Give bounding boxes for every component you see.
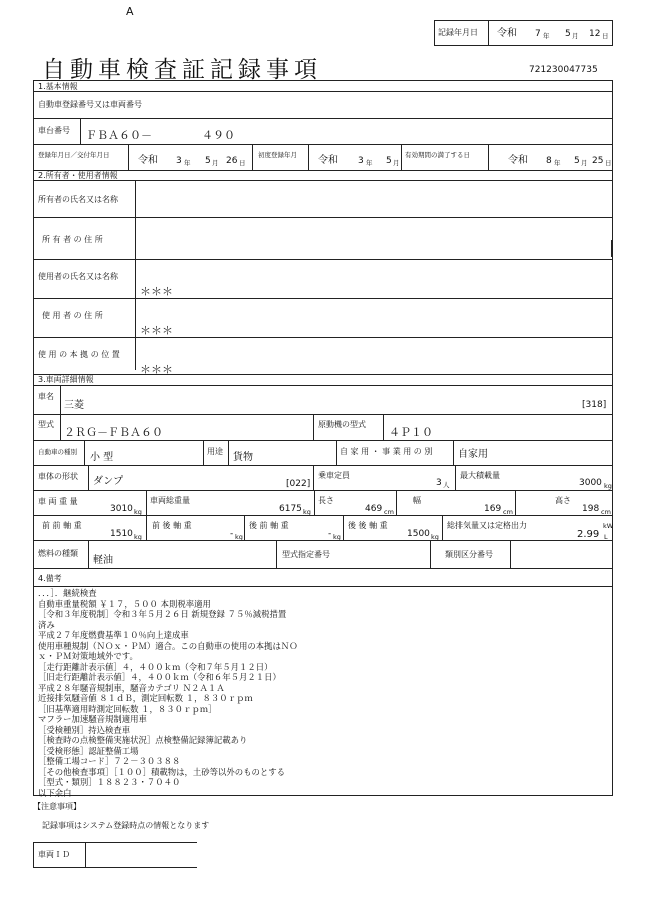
maker-code: [318] bbox=[582, 400, 607, 410]
registration-date-day: 26 bbox=[226, 156, 238, 166]
header-mark: A bbox=[126, 5, 134, 18]
chassis-number-label: 車台番号 bbox=[38, 126, 70, 135]
remark-line: ［その他検査事項］［１００］積載物は，土砂等以外のものとする bbox=[38, 766, 286, 777]
record-date-era: 令和 bbox=[497, 28, 517, 39]
displacement-value: 2.99 bbox=[577, 529, 600, 540]
engine-value: ４Ｐ１０ bbox=[389, 426, 433, 439]
document-title: 自動車検査証記録事項 bbox=[42, 57, 322, 83]
front-front-axle-label: 前 前 軸 重 bbox=[42, 521, 82, 530]
rear-front-axle-label: 後 前 軸 重 bbox=[249, 521, 289, 530]
section-basic-heading: 1.基本情報 bbox=[38, 82, 78, 91]
unit-month: 月 bbox=[393, 159, 400, 167]
unit-kg: kg bbox=[431, 533, 439, 541]
front-rear-axle-value: - bbox=[230, 529, 234, 539]
record-date-label: 記録年月日 bbox=[438, 28, 478, 37]
expiry-date-day: 25 bbox=[592, 156, 604, 166]
remark-line: 自動車重量税額 ￥１７，５００ 本則税率適用 bbox=[38, 598, 211, 609]
notes-text: 記録事項はシステム登録時点の情報となります bbox=[42, 821, 210, 830]
document-number: 721230047735 bbox=[529, 65, 598, 75]
unit-month: 月 bbox=[212, 159, 219, 167]
remark-line: マフラー加速騒音規制適用車 bbox=[38, 714, 147, 724]
unit-day: 日 bbox=[602, 32, 609, 40]
unit-cm: cm bbox=[384, 508, 394, 516]
user-address-value: ＊＊＊ bbox=[140, 324, 173, 337]
remark-line: ［検査時の点検整備実施状況］点検整備記録簿記載あり bbox=[38, 735, 248, 745]
remark-line: 使用車種規制（ＮＯｘ・ＰＭ）適合。この自動車の使用の本拠はＮＯ bbox=[38, 640, 298, 651]
record-date-month: 5 bbox=[565, 29, 571, 39]
capacity-label: 乗車定員 bbox=[318, 471, 350, 480]
remark-line: ［整備工場コード］７２－３０３８８ bbox=[38, 756, 181, 766]
unit-year: 年 bbox=[184, 159, 191, 167]
remark-line: ［型式・類別］１８８２３・７０４０ bbox=[38, 777, 181, 787]
unit-kg: kg bbox=[235, 533, 243, 541]
record-date-year: 7 bbox=[535, 29, 541, 39]
remark-line: 近接排気騒音値 ８１ｄＢ，測定回転数 １，８３０ｒｐｍ bbox=[38, 693, 253, 703]
gross-weight-value: 6175 bbox=[279, 504, 302, 514]
unit-kw: kW bbox=[603, 522, 614, 530]
length-value: 469 bbox=[365, 504, 383, 514]
remark-line: 済み bbox=[38, 619, 55, 630]
owner-name-label: 所有者の氏名又は名称 bbox=[38, 195, 118, 204]
remarks-list bbox=[38, 588, 298, 798]
maker-value: 三菱 bbox=[64, 400, 84, 411]
registration-date-year: 3 bbox=[176, 156, 182, 166]
remark-line: ［受検形態］認証整備工場 bbox=[38, 745, 139, 756]
vehicle-id-label: 車両ＩＤ bbox=[38, 850, 70, 859]
rear-front-axle-value: - bbox=[328, 529, 332, 539]
front-front-axle-value: 1510 bbox=[110, 529, 133, 539]
width-label: 幅 bbox=[413, 496, 421, 505]
base-location-value: ＊＊＊ bbox=[140, 363, 173, 376]
unit-month: 月 bbox=[572, 32, 579, 40]
maker-label: 車名 bbox=[38, 392, 54, 401]
first-registration-year: 3 bbox=[358, 156, 364, 166]
max-load-label: 最大積載量 bbox=[460, 471, 500, 480]
remark-line: ［受検種別］持込検査車 bbox=[38, 724, 131, 735]
fuel-label: 燃料の種類 bbox=[38, 549, 78, 558]
unit-day: 日 bbox=[239, 159, 246, 167]
unit-year: 年 bbox=[366, 159, 373, 167]
base-location-label: 使 用 の 本 拠 の 位 置 bbox=[38, 350, 120, 359]
width-value: 169 bbox=[484, 504, 502, 514]
first-registration-era: 令和 bbox=[318, 155, 338, 166]
body-shape-label: 車体の形状 bbox=[38, 472, 78, 481]
unit-year: 年 bbox=[554, 159, 561, 167]
remark-line: 平成２８年騒音規制車，騒音カテゴリ Ｎ２Ａ１Ａ bbox=[38, 682, 225, 693]
height-label: 高さ bbox=[555, 496, 571, 505]
section-vehicle-heading: 3.車両詳細情報 bbox=[38, 375, 94, 384]
weight-value: 3010 bbox=[110, 504, 133, 514]
first-registration-month: 5 bbox=[386, 156, 392, 166]
record-date-day: 12 bbox=[589, 29, 601, 39]
fuel-value: 軽油 bbox=[93, 555, 113, 566]
body-shape-code: [022] bbox=[286, 479, 311, 489]
user-name-value: ＊＊＊ bbox=[140, 285, 173, 298]
remark-line: ［令和３年度税制］令和３年５月２６日 新規登録 ７５％減税措置 bbox=[38, 609, 287, 619]
owner-address-label: 所 有 者 の 住 所 bbox=[42, 235, 103, 244]
unit-cm: cm bbox=[601, 508, 611, 516]
model-value: ２ＲＧ－ＦＢＡ６０ bbox=[64, 426, 163, 439]
remark-line: ［旧基準適用時測定回転数 １，８３０ｒｐｍ］ bbox=[38, 703, 217, 714]
registration-date-era: 令和 bbox=[138, 155, 158, 166]
registration-date-label: 登録年月日／交付年月日 bbox=[38, 151, 110, 159]
weight-label: 車 両 重 量 bbox=[38, 497, 78, 506]
expiry-date-year: 8 bbox=[546, 156, 552, 166]
model-label: 型式 bbox=[38, 420, 54, 429]
unit-kg: kg bbox=[134, 508, 142, 516]
unit-day: 日 bbox=[605, 159, 612, 167]
unit-kg: kg bbox=[303, 508, 311, 516]
expiry-date-label: 有効期間の満了する日 bbox=[405, 151, 470, 159]
front-rear-axle-label: 前 後 軸 重 bbox=[152, 521, 192, 530]
rear-rear-axle-value: 1500 bbox=[407, 529, 430, 539]
remark-line: ．．．］．継続検査 bbox=[38, 588, 97, 598]
body-shape-value: ダンプ bbox=[93, 476, 124, 487]
category-label: 類別区分番号 bbox=[445, 550, 493, 559]
private-business-label: 自 家 用 ・ 事 業 用 の 別 bbox=[340, 447, 433, 456]
rear-rear-axle-label: 後 後 軸 重 bbox=[348, 521, 388, 530]
remark-line: 平成２７年度燃費基準１０％向上達成車 bbox=[38, 630, 189, 640]
unit-kg: kg bbox=[134, 533, 142, 541]
remark-line: ［旧走行距離計表示値］４，４００ｋｍ（令和６年５月２１日） bbox=[38, 672, 281, 682]
first-registration-label: 初度登録年月 bbox=[258, 151, 297, 159]
remark-line: ｘ・ＰＭ対策地域外です。 bbox=[38, 651, 138, 661]
expiry-date-month: 5 bbox=[574, 156, 580, 166]
vehicle-use-label: 用途 bbox=[207, 447, 223, 456]
vehicle-use-value: 貨物 bbox=[233, 452, 253, 463]
length-label: 長さ bbox=[318, 496, 334, 505]
user-name-label: 使用者の氏名又は名称 bbox=[38, 272, 118, 281]
height-value: 198 bbox=[582, 504, 600, 514]
vehicle-kind-label: 自動車の種別 bbox=[38, 448, 77, 456]
user-address-label: 使 用 者 の 住 所 bbox=[42, 311, 103, 320]
remark-line: ［走行距離計表示値］４，４００ｋｍ（令和７年５月１２日） bbox=[38, 661, 273, 672]
registration-number-label: 自動車登録番号又は車両番号 bbox=[38, 100, 142, 109]
unit-liter: L bbox=[604, 533, 608, 541]
unit-cm: cm bbox=[503, 508, 513, 516]
engine-label: 原動機の型式 bbox=[318, 420, 366, 429]
expiry-date-era: 令和 bbox=[508, 155, 528, 166]
section-owner-heading: 2.所有者・使用者情報 bbox=[38, 171, 118, 180]
unit-kg: kg bbox=[333, 533, 341, 541]
unit-month: 月 bbox=[581, 159, 588, 167]
vehicle-kind-value: 小 型 bbox=[90, 452, 114, 463]
unit-year: 年 bbox=[543, 32, 550, 40]
gross-weight-label: 車両総重量 bbox=[150, 496, 190, 505]
unit-kg: kg bbox=[604, 482, 612, 490]
section-remarks-heading: 4.備考 bbox=[38, 574, 62, 583]
capacity-value: 3 bbox=[436, 478, 442, 488]
max-load-value: 3000 bbox=[579, 478, 602, 488]
private-business-value: 自家用 bbox=[458, 449, 488, 460]
chassis-number-suffix: ４９０ bbox=[202, 129, 235, 142]
chassis-number-prefix: ＦＢＡ６０－ bbox=[86, 129, 152, 142]
displacement-label: 総排気量又は定格出力 bbox=[447, 521, 527, 530]
unit-person: 人 bbox=[443, 481, 450, 489]
notes-heading: 【注意事項】 bbox=[33, 802, 81, 811]
remark-line: 以下余白 bbox=[38, 787, 72, 798]
type-designation-label: 型式指定番号 bbox=[282, 550, 330, 559]
registration-date-month: 5 bbox=[205, 156, 211, 166]
